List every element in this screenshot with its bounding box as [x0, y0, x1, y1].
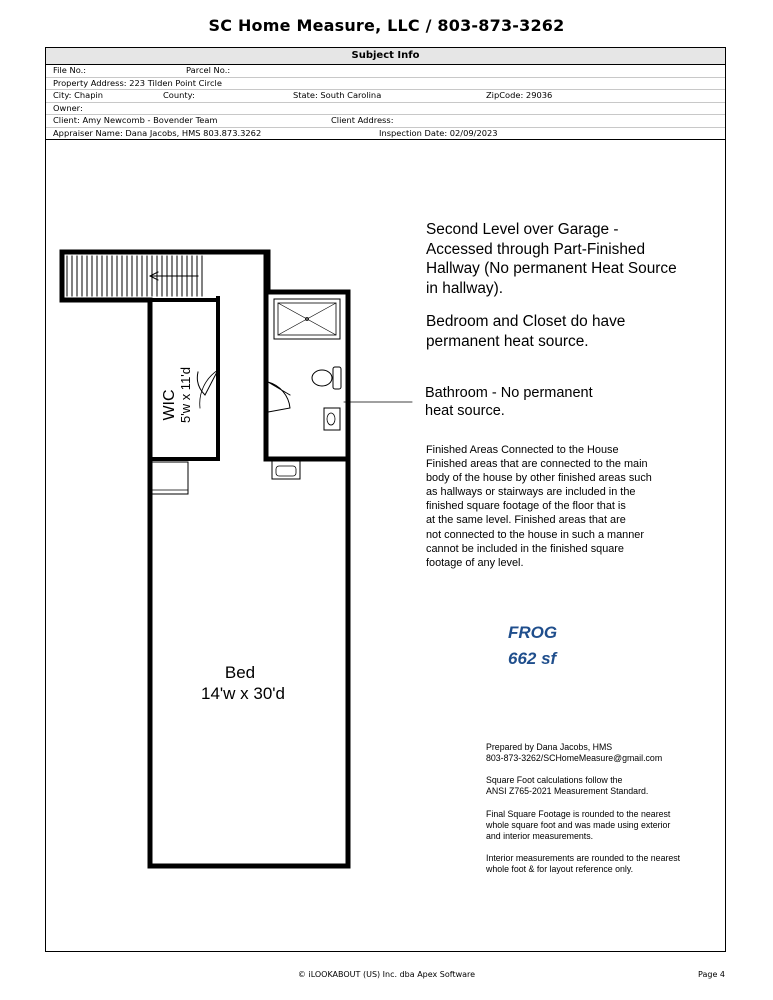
- finished-areas-note: Finished Areas Connected to the House Finished areas that are connected to the main body of the house by other finished areas such as hallways or stairways are included in the finished square footage of the floor that is at the same level. Finished areas that are not connected to the house in such a manner cannot be included in the finished square footage of any level.: [426, 444, 652, 569]
- owner: Owner:: [53, 102, 83, 113]
- prepared-by-note: Prepared by Dana Jacobs, HMS 803-873-3262/SCHomeMeasure@gmail.com Square Foot calculations follow the ANSI Z765-2021 Measurement Standard. Final Square Footage is rounded to the nearest whole square foot and was made using exterior and interior measurements. Interior measurements are rounded to the nearest whole foot & for layout reference only.: [486, 742, 681, 875]
- level-description: Second Level over Garage - Accessed through Part-Finished Hallway (No permanent Heat Source in hallway).: [426, 221, 677, 297]
- subject-info-title: Subject Info: [46, 48, 725, 65]
- area-value: 662 sf: [508, 649, 557, 668]
- county: County:: [163, 90, 195, 100]
- city: City: Chapin: [53, 90, 104, 100]
- wic-name: WIC: [161, 389, 178, 421]
- appraiser: Appraiser Name: Dana Jacobs, HMS 803.873.3262: [53, 127, 262, 138]
- heat-source-note: Bedroom and Closet do have permanent heat source.: [426, 313, 626, 350]
- toilet: [312, 370, 332, 386]
- bed-size: 14'w x 30'd: [201, 684, 285, 703]
- property-address: Property Address: 223 Tilden Point Circle: [53, 77, 222, 88]
- zipcode: ZipCode: 29036: [486, 90, 553, 100]
- client: Client: Amy Newcomb - Bovender Team: [53, 115, 218, 125]
- state: State: South Carolina: [293, 90, 382, 100]
- bathroom-note: Bathroom - No permanent heat source.: [425, 385, 593, 419]
- footer-copyright: © iLOOKABOUT (US) Inc. dba Apex Software: [297, 970, 476, 979]
- file-no: File No.:: [53, 65, 87, 75]
- cabinet: [152, 462, 188, 494]
- exterior-walls: [62, 252, 348, 866]
- inspection-date: Inspection Date: 02/09/2023: [379, 127, 498, 138]
- bath-sink: [324, 408, 340, 430]
- page-number: Page 4: [698, 970, 725, 979]
- parcel-no: Parcel No.:: [186, 65, 231, 75]
- page-title: SC Home Measure, LLC / 803-873-3262: [208, 16, 565, 35]
- bed-name: Bed: [224, 663, 256, 682]
- bathroom-walls: [266, 252, 348, 459]
- wic-door: [197, 370, 218, 395]
- bath-door: [268, 382, 290, 412]
- area-label: FROG: [508, 623, 558, 642]
- client-address: Client Address:: [331, 115, 394, 125]
- wic-size: 5'w x 11'd: [178, 366, 193, 424]
